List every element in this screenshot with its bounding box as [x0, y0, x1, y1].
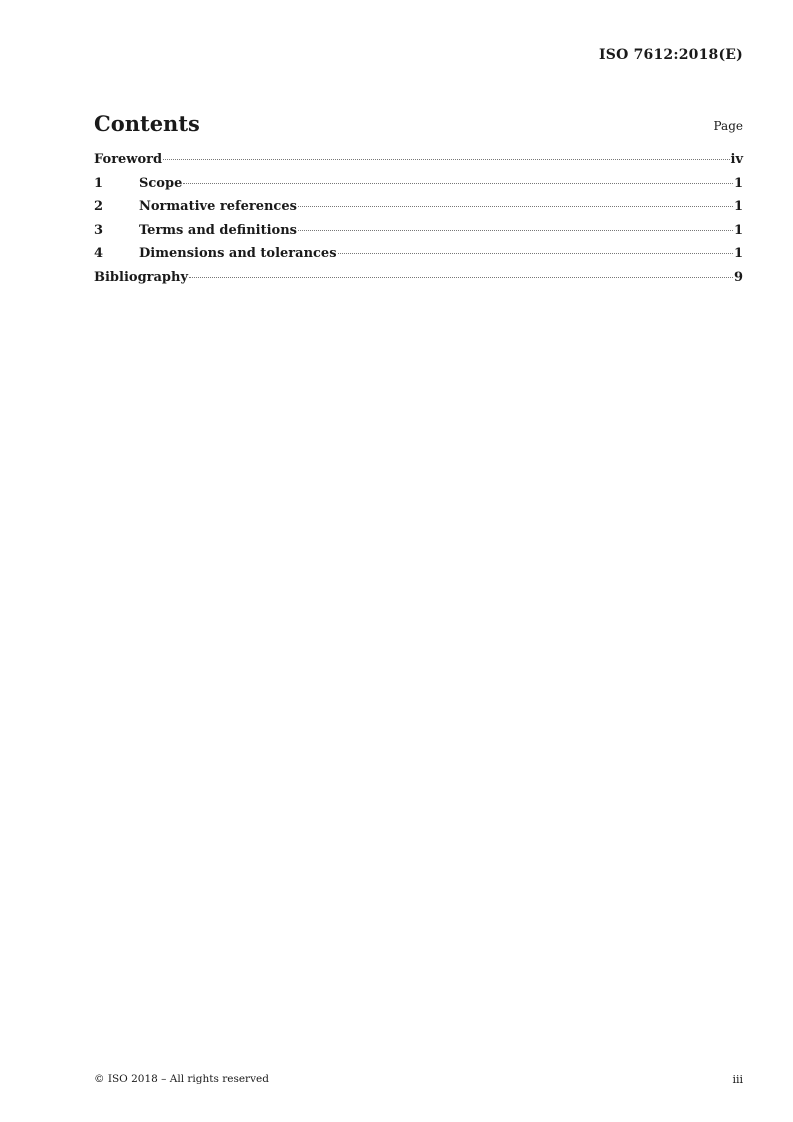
toc-entry-terms-and-definitions[interactable]	[94, 223, 743, 247]
page-number: iii	[732, 1073, 743, 1086]
dot-leader	[338, 253, 733, 254]
dot-leader	[298, 206, 733, 207]
toc-entry-dimensions-and-tolerances[interactable]	[94, 246, 743, 270]
toc-entry-page: 1	[733, 246, 743, 262]
toc-entry-page: 1	[733, 199, 743, 215]
dot-leader	[183, 183, 733, 184]
toc-entry-normative-references[interactable]	[94, 199, 743, 223]
copyright-notice: © ISO 2018 – All rights reserved	[94, 1073, 269, 1085]
toc-entry-label: Scope	[139, 175, 183, 191]
toc-entry-page: 1	[733, 222, 743, 238]
toc-entry-page: 1	[733, 175, 743, 191]
toc-entry-label: Bibliography	[94, 269, 189, 285]
toc-entry-page: iv	[730, 152, 743, 167]
dot-leader	[189, 277, 733, 278]
toc-entry-scope[interactable]	[94, 176, 743, 200]
toc-entry-label: Foreword	[94, 152, 163, 167]
toc-entry-number: 2	[94, 199, 104, 215]
toc-entry-page: 9	[733, 269, 743, 285]
page-column-label: Page	[713, 119, 743, 133]
dot-leader	[298, 230, 733, 231]
toc-entry-foreword[interactable]	[94, 152, 743, 176]
standard-identifier: ISO 7612:2018(E)	[599, 47, 743, 63]
toc-entry-bibliography[interactable]	[94, 270, 743, 294]
table-of-contents	[94, 152, 743, 294]
toc-entry-number: 4	[94, 246, 104, 262]
page-title: Contents	[94, 111, 200, 136]
toc-entry-label: Normative references	[139, 199, 297, 215]
toc-entry-label: Terms and definitions	[139, 222, 297, 238]
toc-entry-number: 1	[94, 175, 104, 191]
toc-entry-label: Dimensions and tolerances	[139, 246, 337, 262]
dot-leader	[163, 159, 729, 160]
toc-entry-number: 3	[94, 222, 104, 238]
